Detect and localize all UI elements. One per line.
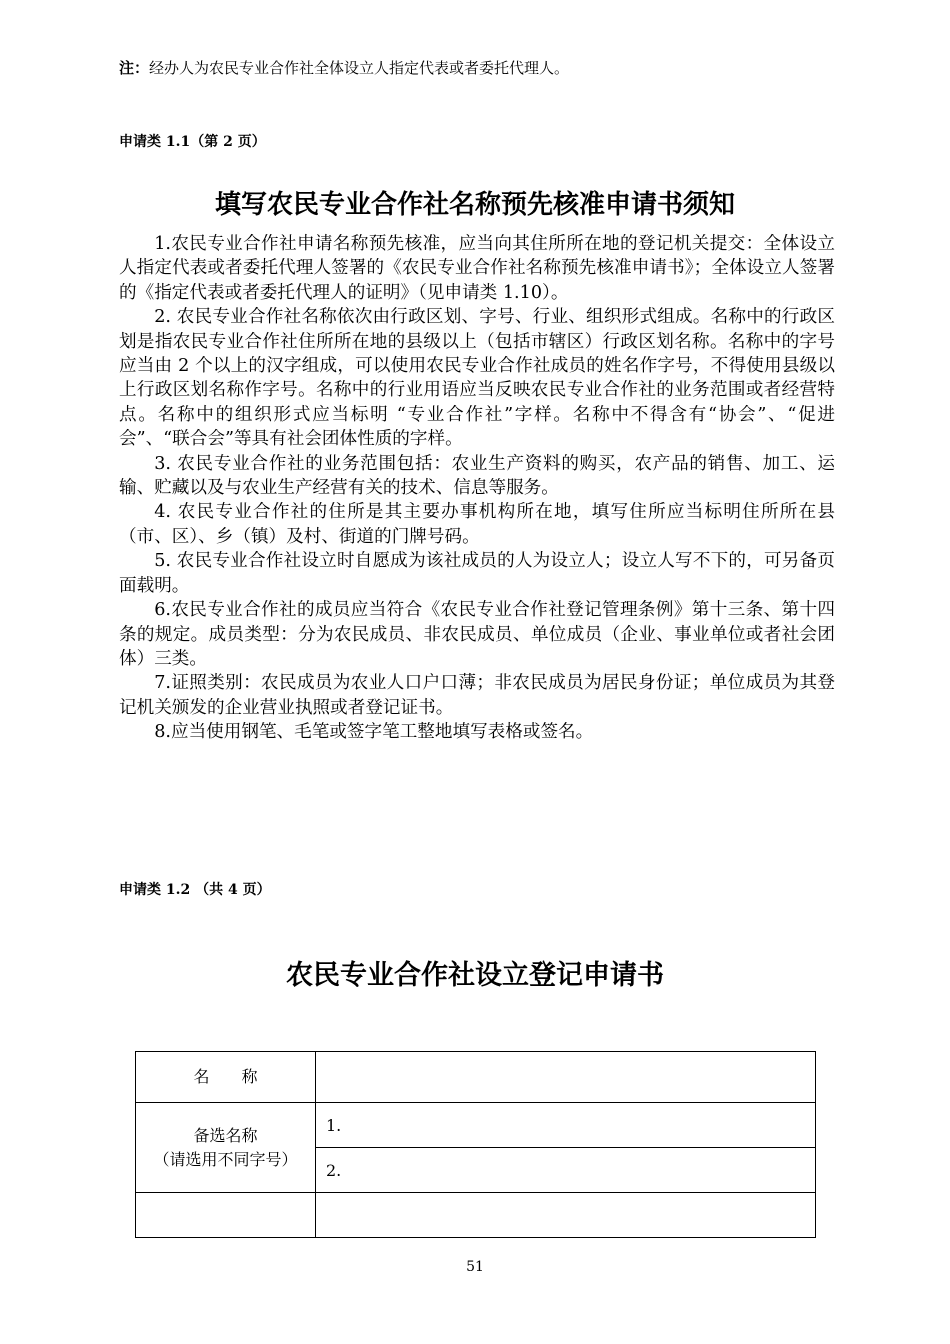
alt-name-label	[136, 1103, 316, 1193]
instruction-paragraph: 7.证照类别：农民成员为农业人口户口薄；非农民成员为居民身份证；单位成员为其登记机关颁发的企业营业执照或者登记证书。	[119, 673, 835, 718]
instruction-paragraph: 5. 农民专业合作社设立时自愿成为该社成员的人为设立人；设立人写不下的，可另备页面载明。	[119, 551, 835, 596]
name-label: 名 称	[136, 1052, 316, 1103]
note	[119, 57, 569, 79]
section2-title: 农民专业合作社设立登记申请书	[286, 960, 664, 991]
alt-name-label-line1: 备选名称	[193, 1125, 258, 1145]
table-row	[136, 1052, 816, 1103]
empty-label-cell	[136, 1193, 316, 1238]
empty-value-cell[interactable]	[316, 1193, 816, 1238]
page-number: 51	[466, 1259, 484, 1275]
instruction-paragraph: 2. 农民专业合作社名称依次由行政区划、字号、行业、组织形式组成。名称中的行政区划是指农民专业合作社住所所在地的县级以上（包括市辖区）行政区划名称。名称中的字号应当由 2 个以上的汉字组成，可以使用农民专业合作社成员的姓名作字号，不得使用县级以上行政区划名称作字号。名称中的行业用语应当反映农民专业合作社的业务范围或者经营特点。名称中的组织形式应当标明 “专业合作社”字样。名称中不得含有“协会”、“促进会”、“联合会”等具有社会团体性质的字样。	[119, 307, 835, 450]
table-row	[136, 1103, 816, 1148]
name-field[interactable]	[316, 1052, 816, 1103]
instructions-body	[119, 232, 835, 745]
alt-name-field-1[interactable]: 1.	[316, 1103, 816, 1148]
alt-name-field-2[interactable]: 2.	[316, 1148, 816, 1193]
instruction-paragraph: 6.农民专业合作社的成员应当符合《农民专业合作社登记管理条例》第十三条、第十四条的规定。成员类型：分为农民成员、非农民成员、单位成员（企业、事业单位或者社会团体）三类。	[119, 600, 835, 669]
instruction-paragraph: 4. 农民专业合作社的住所是其主要办事机构所在地，填写住所应当标明住所所在县（市、区）、乡（镇）及村、街道的门牌号码。	[119, 502, 835, 547]
instruction-paragraph: 1.农民专业合作社申请名称预先核准，应当向其住所所在地的登记机关提交：全体设立人指定代表或者委托代理人签署的《农民专业合作社名称预先核准申请书》；全体设立人签署的《指定代表或者委托代理人的证明》（见申请类 1.10）。	[119, 234, 835, 303]
instruction-paragraph: 8.应当使用钢笔、毛笔或签字笔工整地填写表格或签名。	[154, 722, 594, 743]
note-label: 注：	[119, 59, 150, 77]
table-row	[136, 1193, 816, 1238]
instruction-paragraph: 3. 农民专业合作社的业务范围包括：农业生产资料的购买，农产品的销售、加工、运输、贮藏以及与农业生产经营有关的技术、信息等服务。	[119, 453, 835, 499]
alt-name-label-line2: （请选用不同字号）	[153, 1149, 298, 1169]
note-text: 经办人为农民专业合作社全体设立人指定代表或者委托代理人。	[149, 59, 570, 77]
section1-code: 申请类 1.1（第 2 页）	[119, 134, 266, 150]
application-form-table	[135, 1051, 816, 1238]
section1-title: 填写农民专业合作社名称预先核准申请书须知	[214, 190, 735, 220]
section2-code: 申请类 1.2 （共 4 页）	[119, 882, 271, 898]
